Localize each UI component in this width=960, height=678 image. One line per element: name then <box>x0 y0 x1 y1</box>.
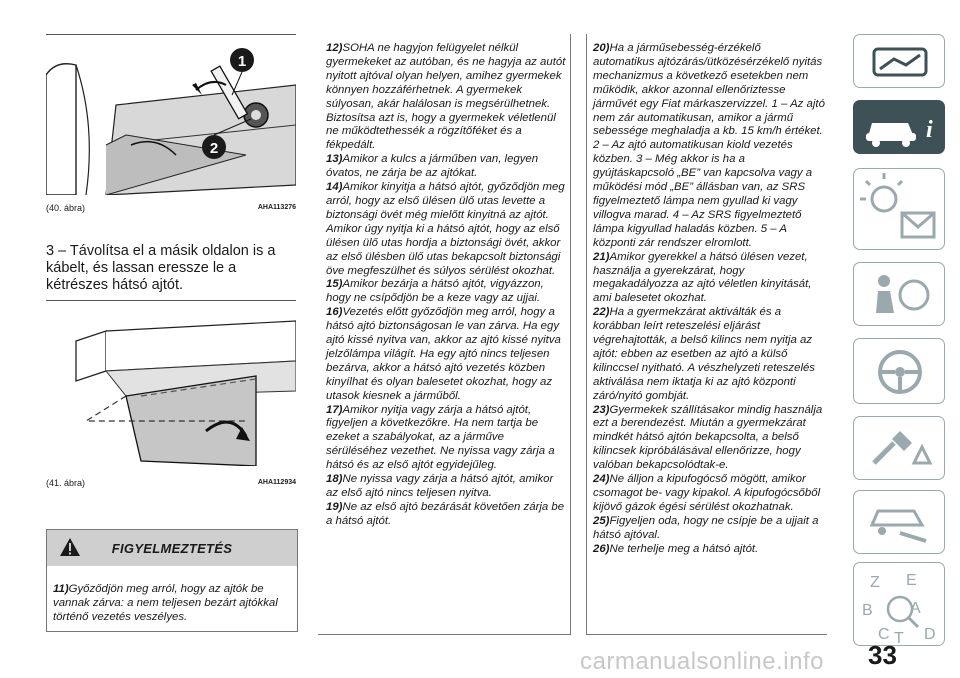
watermark: carmanualsonline.info <box>580 648 824 675</box>
warning-item: 12)SOHA ne hagyjon felügyelet nélkül gyermekeket az autóban, és ne hagyja az autót nyitott ajtóval olyan helyen, amihez gyermekek könnyen hozzáférhetnek. A gyermekek súlyosan, akár halálosan is megsérülhetnek. Biztosítsa azt is, hogy a gyermekek véletlenül ne működtethessék a rögzítőféket és a fékpedált. <box>326 42 566 152</box>
figure-41-caption <box>46 478 296 490</box>
tab-dashboard[interactable] <box>853 34 945 88</box>
figure-40-caption <box>46 203 296 215</box>
tab-maintenance[interactable] <box>853 490 945 554</box>
figure-code: AHA113276 <box>257 204 296 211</box>
svg-text:T: T <box>894 630 904 647</box>
page-number: 33 <box>868 640 897 670</box>
figure-label: (41. ábra) <box>46 478 86 488</box>
warning-item <box>53 583 291 625</box>
tab-car-info[interactable] <box>853 100 945 154</box>
car-dashboard-icon <box>854 35 946 89</box>
figure-code: AHA112934 <box>257 479 296 486</box>
warning-column-3 <box>586 34 827 635</box>
chapter-tabs <box>853 34 945 646</box>
warning-item: 24)Ne álljon a kipufogócső mögött, amikor csomagot be- vagy kipakol. A kipufogócsőből kijövő gázok égési sérülést okozhatnak. <box>593 473 821 513</box>
svg-text:2: 2 <box>209 140 219 157</box>
svg-text:D: D <box>924 626 936 643</box>
figure-41 <box>46 300 296 466</box>
tab-driving[interactable] <box>853 338 945 404</box>
tailgate-hinge-illustration <box>46 35 296 195</box>
warning-item: 23)Gyermekek szállításakor mindig használja ezt a berendezést. Miután a gyermekzárat mindkét hátsó ajtón bekapcsolta, a belső kilincsek kipróbálásával ellenőrizze, hogy valóban bekapcsolódtak-e. <box>593 403 823 472</box>
svg-text:Z: Z <box>870 574 880 591</box>
alphabet-index-icon <box>854 563 946 647</box>
warning-item: 18)Ne nyissa vagy zárja a hátsó ajtót, amikor az első ajtó nincs teljesen nyitva. <box>326 473 554 499</box>
car-info-icon <box>854 101 946 155</box>
warning-item: 20)Ha a járműsebesség-érzékelő automatikus ajtózárás/ütközésérzékelő nyitás mechanizmus a következő esetekben nem működik, akkor azonnal ellenőriztesse járművét egy Fiat márkaszervizzel. 1 – Az ajtó nem zár automatikusan, amikor a jármű sebessége meghaladja a kb. 15 km/h értéket. 2 – Az ajtó automatikusan kiold vezetés közben. 3 – Még akkor is ha a gyújtáskapcsoló „BE” van kapcsolva vagy a működési mód „BE” állásban van, az SRS figyelmeztető lámpa nem gyullad ki vagy villogva marad. 4 – Az SRS figyelmeztető lámpa kigyullad haladás közben. 5 – A központi zár rendszer elromlott. <box>593 42 825 249</box>
svg-text:A: A <box>910 600 921 617</box>
warning-item: 15)Amikor bezárja a hátsó ajtót, vigyázzon, hogy ne csípődjön be a keze vagy az ujjai. <box>326 278 544 305</box>
warning-item: 25)Figyeljen oda, hogy ne csípje be a ujjait a hátsó ajtóval. <box>593 514 819 541</box>
warning-title: FIGYELMEZTETÉS <box>111 541 233 556</box>
warning-items <box>47 566 297 625</box>
warning-item: 17)Amikor nyitja vagy zárja a hátsó ajtót, figyeljen a következőkre. Ha nem tartja be ezeket a szabályokat, az a járműve sérüléséhez vezethet. Ne nyissa vagy zárja a hátsó és az első ajtót egyidejűleg. <box>326 403 555 472</box>
warning-header <box>47 530 297 566</box>
svg-text:1: 1 <box>237 53 247 70</box>
warning-item: 26)Ne terhelje meg a hátsó ajtót. <box>593 542 759 555</box>
warning-item: 13)Amikor a kulcs a járműben van, legyen óvatos, ne zárja be az ajtókat. <box>326 153 539 180</box>
warning-box <box>46 529 298 632</box>
step-3-text: 3 – Távolítsa el a másik oldalon is a kábelt, és lassan eressze le a kétrészes hátsó ajtót. <box>46 243 276 293</box>
tab-index[interactable] <box>853 562 945 646</box>
warning-items-col3 <box>587 34 827 557</box>
svg-text:i: i <box>926 117 933 143</box>
tab-safety[interactable] <box>853 262 945 326</box>
steering-wheel-icon <box>854 339 946 405</box>
svg-text:E: E <box>906 572 917 589</box>
svg-text:C: C <box>878 626 890 643</box>
warning-items-col2 <box>318 34 570 529</box>
warning-item: 22)Ha a gyermekzárat aktiválták és a korábban leírt reteszelési eljárást végrehajtották, a belső kilincs nem nyitja az ajtót: ebben az esetben az ajtó a külső kilinccsel nyitható. A vészhelyzeti reteszelés aktiválása nem iktatja ki az ajtó központi záró/nyitó gombját. <box>593 306 815 402</box>
item-number: 11) <box>53 583 69 595</box>
warning-item: 21)Amikor gyerekkel a hátsó ülésen vezet, használja a gyerekzárat, hogy megakadályozza az ajtó véletlen kinyitását, ami balesetet okozhat. <box>593 250 812 305</box>
warning-light-icon <box>854 169 946 251</box>
warning-item: 14)Amikor kinyitja a hátsó ajtót, győződjön meg arról, hogy az első ülésen ülő utas levette a biztonsági övét még mielőtt kinyitná az ajtót. Amikor úgy nyitja ki a hátsó ajtót, hogy az első ülésen ülő utas hordja a biztonsági övét, akkor az első ülésben ülő utas bekapcsolt biztonsági öve megfeszülhet és súlyos sérülést okozhat. <box>326 181 565 277</box>
car-lift-icon <box>854 491 946 555</box>
tab-emergency[interactable] <box>853 416 945 480</box>
item-text: Győződjön meg arról, hogy az ajtók be vannak zárva: a nem teljesen bezárt ajtókkal történő vezetés veszélyes. <box>53 583 278 623</box>
svg-text:B: B <box>862 602 873 619</box>
figure-40 <box>46 34 296 195</box>
warning-column-2 <box>318 34 571 635</box>
tools-icon <box>854 417 946 481</box>
tailgate-lowering-illustration <box>46 301 296 466</box>
seat-airbag-icon <box>854 263 946 327</box>
warning-item: 16)Vezetés előtt győződjön meg arról, hogy a hátsó ajtó biztonságosan le van zárva. Ha egy ajtó kissé nyitva van, akkor az ajtó kissé nyitva jelzőlámpa világít. Ha egy ajtó nincs teljesen bezárva, akkor a hátsó ajtó vezetés közben kinyílhat és olyan balesetet okozhat, hogy az utasok kiesnek a járműből. <box>326 306 561 402</box>
tab-lights-warning[interactable] <box>853 168 945 250</box>
warning-item: 19)Ne az első ajtó bezárását követően zárja be a hátsó ajtót. <box>326 500 565 527</box>
figure-label: (40. ábra) <box>46 203 86 213</box>
